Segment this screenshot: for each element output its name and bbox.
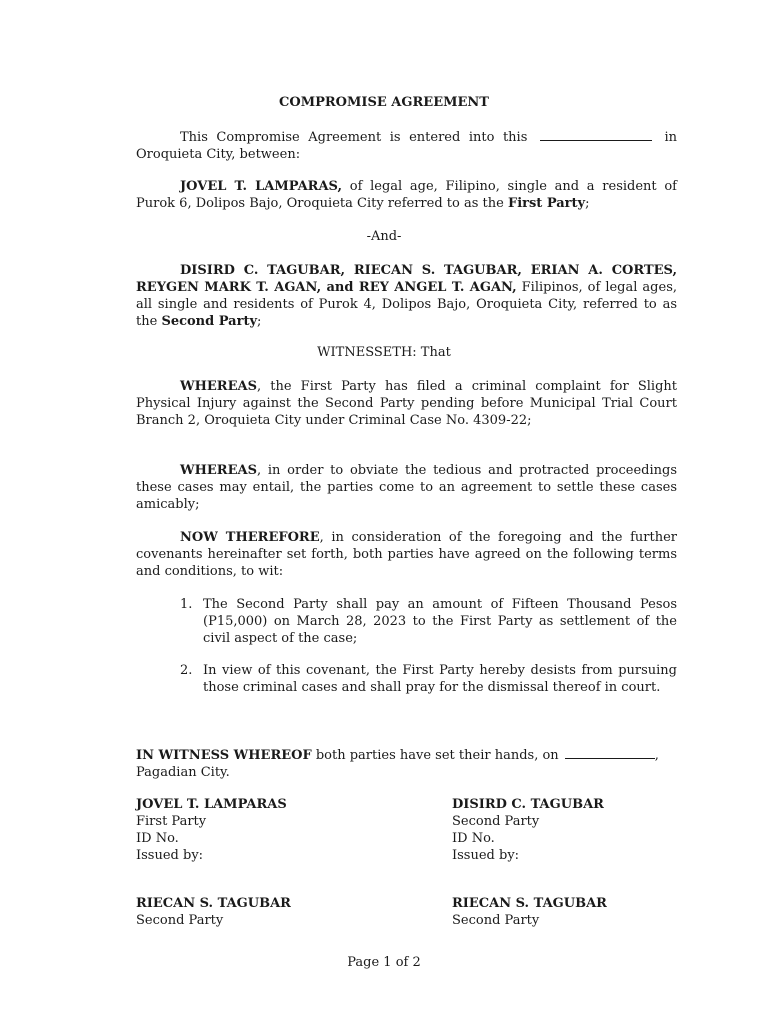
whereas-lead: WHEREAS xyxy=(180,379,257,394)
signatory-role: Second Party xyxy=(452,814,540,829)
signatory-role: First Party xyxy=(136,814,207,829)
signatory-issued: Issued by: xyxy=(136,848,204,863)
signatory-block xyxy=(136,895,291,929)
witness-paragraph xyxy=(136,746,677,781)
first-party-paragraph xyxy=(136,178,677,212)
signatory-block xyxy=(136,796,287,864)
signatory-role: Second Party xyxy=(452,913,540,928)
first-party-name: JOVEL T. LAMPARAS, xyxy=(180,179,343,194)
page-number: Page 1 of 2 xyxy=(347,955,421,970)
list-item-number: 1. xyxy=(180,597,193,612)
document-title: COMPROMISE AGREEMENT xyxy=(279,95,489,110)
first-party-desc: of legal age, Filipino, single and a resident of Purok 6, Dolipos Bajo, Oroquieta City referred to as the xyxy=(136,179,677,211)
intro-paragraph xyxy=(136,128,677,163)
signatory-name: DISIRD C. TAGUBAR xyxy=(452,797,604,812)
list-item xyxy=(180,662,677,696)
signatory-role: Second Party xyxy=(136,913,224,928)
signatory-block xyxy=(452,895,607,929)
now-therefore-lead: NOW THEREFORE xyxy=(180,530,320,545)
whereas-lead: WHEREAS xyxy=(180,463,257,478)
signatory-issued: Issued by: xyxy=(452,848,520,863)
signatory-name: JOVEL T. LAMPARAS xyxy=(136,797,287,812)
whereas-text: , in order to obviate the tedious and protracted proceedings these cases may entail, the parties come to an agreement to settle these cases amicably; xyxy=(136,463,677,512)
witness-city: Pagadian City. xyxy=(136,765,230,780)
witness-comma: , xyxy=(654,748,659,763)
signatory-name: RIECAN S. TAGUBAR xyxy=(136,896,291,911)
second-party-end: ; xyxy=(257,314,262,329)
list-item xyxy=(180,596,677,647)
second-party-label: Second Party xyxy=(161,314,258,329)
witnesseth-heading: WITNESSETH: That xyxy=(317,345,451,360)
list-item-number: 2. xyxy=(180,663,193,678)
second-party-paragraph xyxy=(136,262,677,330)
whereas-text: , the First Party has filed a criminal complaint for Slight Physical Injury against the Second Party pending before Municipal Trial Court Branch 2, Oroquieta City under Criminal Case No. 4309-22; xyxy=(136,379,677,428)
first-party-end: ; xyxy=(585,196,590,211)
and-separator: -And- xyxy=(366,229,402,244)
whereas-paragraph-2 xyxy=(136,462,677,513)
intro-text: This Compromise Agreement is entered into this xyxy=(180,130,528,145)
intro-text-after: in Oroquieta City, between: xyxy=(136,130,677,162)
second-party-desc: Filipinos, of legal ages, all single and residents of Purok 4, Dolipos Bajo, Oroquieta City, referred to as the xyxy=(136,280,677,329)
list-item-text: The Second Party shall pay an amount of Fifteen Thousand Pesos (P15,000) on March 28, 2023 to the First Party as settlement of the civil aspect of the case; xyxy=(203,597,677,646)
signatory-block xyxy=(452,796,604,864)
signatory-name: RIECAN S. TAGUBAR xyxy=(452,896,607,911)
first-party-label: First Party xyxy=(507,196,586,211)
witness-lead: IN WITNESS WHEREOF xyxy=(136,748,312,763)
signatory-id: ID No. xyxy=(136,831,179,846)
signatory-id: ID No. xyxy=(452,831,495,846)
signing-date-blank xyxy=(565,746,655,759)
second-party-names: DISIRD C. TAGUBAR, RIECAN S. TAGUBAR, ERIAN A. CORTES, REYGEN MARK T. AGAN, and REY ANGEL T. AGAN, xyxy=(136,263,677,295)
date-blank xyxy=(540,128,652,141)
whereas-paragraph-1 xyxy=(136,378,677,429)
now-therefore-paragraph xyxy=(136,529,677,580)
witness-text: both parties have set their hands, on xyxy=(311,748,559,763)
list-item-text: In view of this covenant, the First Party hereby desists from pursuing those criminal cases and shall pray for the dismissal thereof in court. xyxy=(203,663,677,695)
now-therefore-text: , in consideration of the foregoing and the further covenants hereinafter set forth, both parties have agreed on the following terms and conditions, to wit: xyxy=(136,530,677,579)
